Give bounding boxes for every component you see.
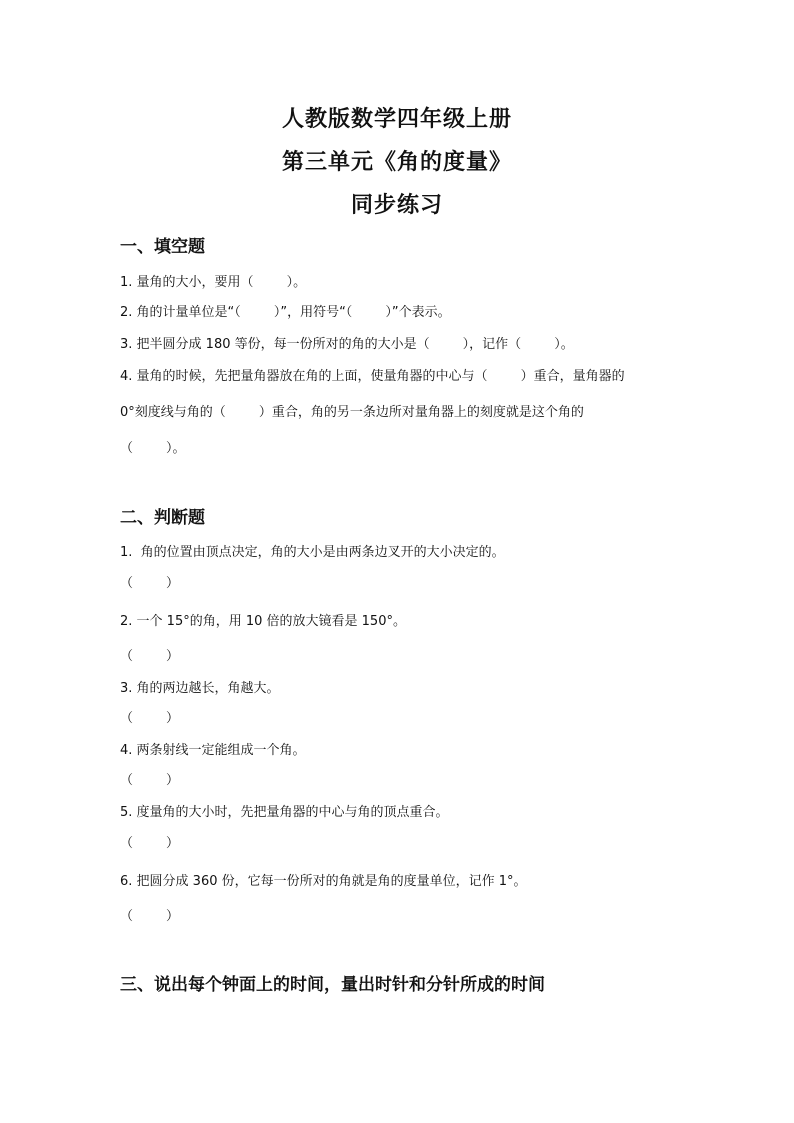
tf-q1: 1. 角的位置由顶点决定，角的大小是由两条边叉开的大小决定的。 — [120, 545, 505, 560]
tf-q6: 6. 把圆分成 360 份，它每一份所对的角就是角的度量单位，记作 1°。 — [120, 874, 527, 889]
tf-q5: 5. 度量角的大小时，先把量角器的中心与角的顶点重合。 — [120, 805, 449, 820]
fill-blank-q1: 1. 量角的大小，要用（ ）。 — [120, 275, 307, 290]
fill-blank-q2: 2. 角的计量单位是“（ ）”，用符号“（ ）”个表示。 — [120, 305, 451, 320]
fill-blank-q4-line3: （ ）。 — [120, 441, 186, 456]
tf-q3: 3. 角的两边越长，角越大。 — [120, 681, 280, 696]
fill-blank-q4-line1: 4. 量角的时候，先把量角器放在角的上面，使量角器的中心与（ ）重合，量角器的 — [120, 369, 625, 384]
fill-blank-q4-line2: 0°刻度线与角的（ ）重合，角的另一条边所对量角器上的刻度就是这个角的 — [120, 405, 584, 420]
tf-q3-answer: （ ） — [120, 711, 180, 726]
tf-q4: 4. 两条射线一定能组成一个角。 — [120, 743, 306, 758]
tf-q2-answer: （ ） — [120, 649, 180, 664]
tf-q4-answer: （ ） — [120, 773, 180, 788]
title-practice: 同步练习 — [350, 192, 443, 218]
title-unit: 第三单元《角的度量》 — [281, 149, 512, 175]
section-clock-heading: 三、说出每个钟面上的时间，量出时针和分针所成的时间 — [120, 975, 545, 995]
tf-q5-answer: （ ） — [120, 836, 180, 851]
section-true-false-heading: 二、判断题 — [120, 508, 205, 528]
tf-q1-answer: （ ） — [120, 576, 180, 591]
tf-q6-answer: （ ） — [120, 909, 180, 924]
tf-q2: 2. 一个 15°的角，用 10 倍的放大镜看是 150°。 — [120, 614, 406, 629]
title-textbook: 人教版数学四年级上册 — [281, 106, 512, 132]
fill-blank-q3: 3. 把半圆分成 180 等份，每一份所对的角的大小是（ ），记作（ ）。 — [120, 337, 574, 352]
section-fill-blank-heading: 一、填空题 — [120, 237, 205, 257]
